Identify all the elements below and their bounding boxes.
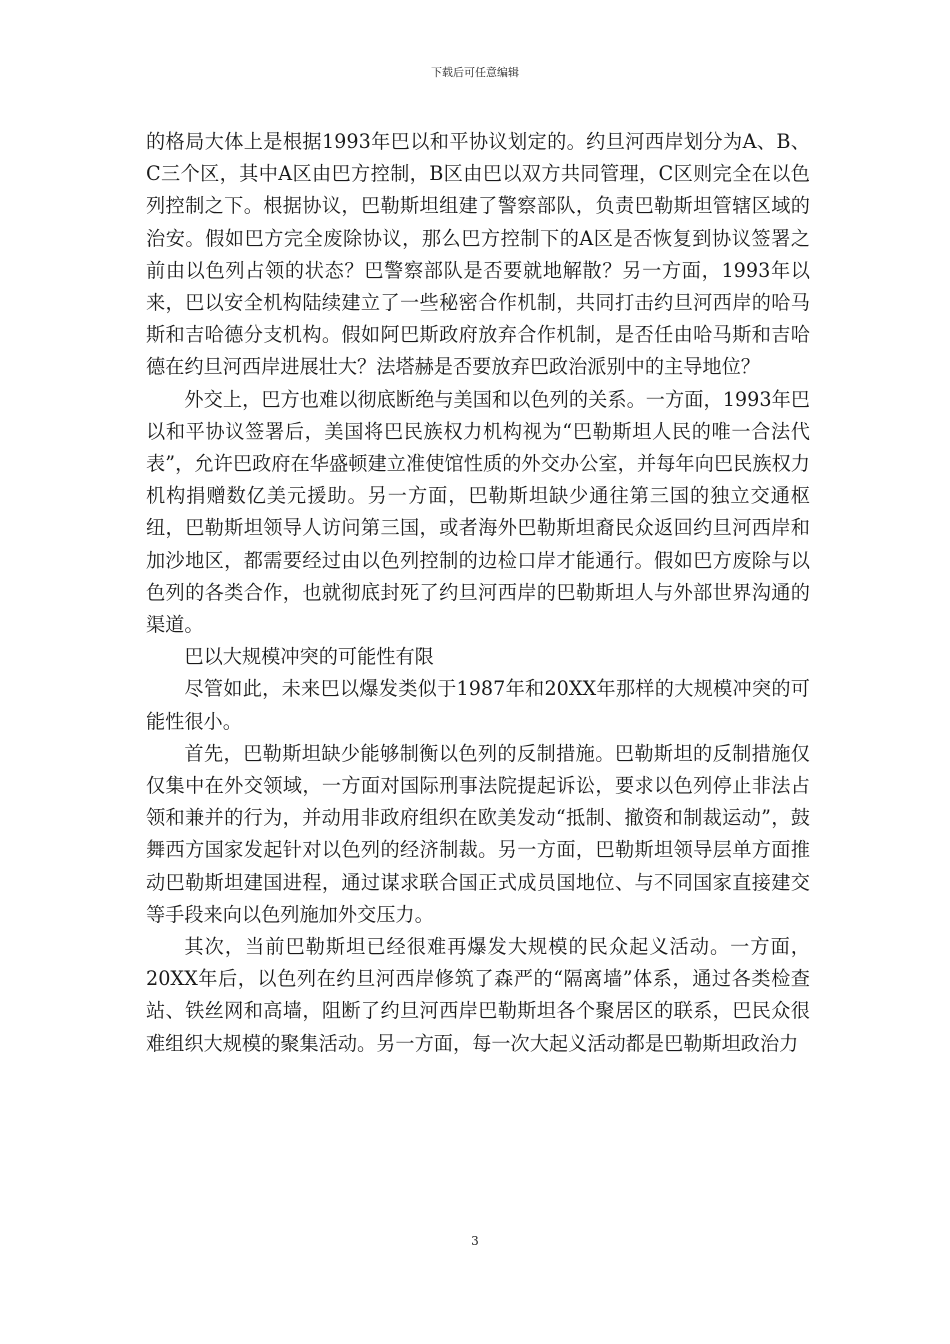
document-body	[146, 126, 810, 1060]
paragraph-2: 外交上，巴方也难以彻底断绝与美国和以色列的关系。一方面，1993年巴以和平协议签署后，美国将巴民族权力机构视为“巴勒斯坦人民的唯一合法代表”，允许巴政府在华盛顿建立准使馆性质的外交办公室，并每年向巴民族权力机构捐赠数亿美元援助。另一方面，巴勒斯坦缺少通往第三国的独立交通枢纽，巴勒斯坦领导人访问第三国，或者海外巴勒斯坦裔民众返回约旦河西岸和加沙地区，都需要经过由以色列控制的边检口岸才能通行。假如巴方废除与以色列的各类合作，也就彻底封死了约旦河西岸的巴勒斯坦人与外部世界沟通的渠道。	[146, 387, 810, 637]
section-heading: 巴以大规模冲突的可能性有限	[184, 645, 434, 669]
paragraph-1: 的格局大体上是根据1993年巴以和平协议划定的。约旦河西岸划分为A、B、C三个区，其中A区由巴方控制，B区由巴以双方共同管理，C区则完全在以色列控制之下。根据协议，巴勒斯坦组建了警察部队，负责巴勒斯坦管辖区域的治安。假如巴方完全废除协议，那么巴方控制下的A区是否恢复到协议签署之前由以色列占领的状态？巴警察部队是否要就地解散？另一方面，1993年以来，巴以安全机构陆续建立了一些秘密合作机制，共同打击约旦河西岸的哈马斯和吉哈德分支机构。假如阿巴斯政府放弃合作机制，是否任由哈马斯和吉哈德在约旦河西岸进展壮大？法塔赫是否要放弃巴政治派别中的主导地位？	[146, 130, 810, 379]
paragraph-5: 其次，当前巴勒斯坦已经很难再爆发大规模的民众起义活动。一方面，20XX年后，以色列在约旦河西岸修筑了森严的“隔离墙”体系，通过各类检查站、铁丝网和高墙，阻断了约旦河西岸巴勒斯坦各个聚居区的联系，巴民众很难组织大规模的聚集活动。另一方面，每一次大起义活动都是巴勒斯坦政治力	[146, 935, 810, 1055]
paragraph-4: 首先，巴勒斯坦缺少能够制衡以色列的反制措施。巴勒斯坦的反制措施仅仅集中在外交领域，一方面对国际刑事法院提起诉讼，要求以色列停止非法占领和兼并的行为，并动用非政府组织在欧美发动“抵制、撤资和制裁运动”，鼓舞西方国家发起针对以色列的经济制裁。另一方面，巴勒斯坦领导层单方面推动巴勒斯坦建国进程，通过谋求联合国正式成员国地位、与不同国家直接建交等手段来向以色列施加外交压力。	[146, 741, 810, 926]
page-number: 3	[471, 1234, 479, 1248]
page-header: 下载后可任意编辑	[431, 66, 519, 79]
paragraph-3: 尽管如此，未来巴以爆发类似于1987年和20XX年那样的大规模冲突的可能性很小。	[146, 677, 810, 733]
